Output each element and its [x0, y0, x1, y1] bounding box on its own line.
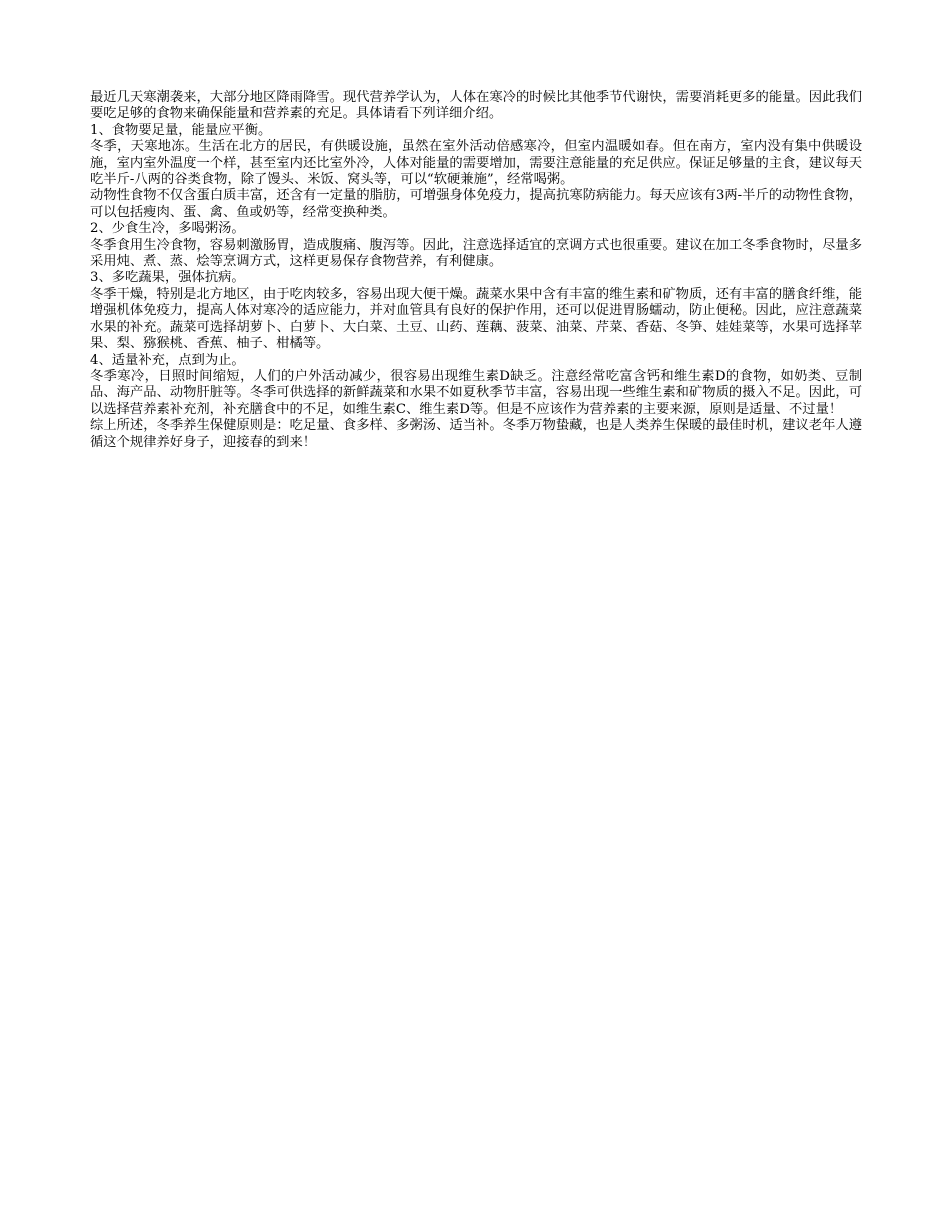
body-paragraph: 冬季食用生冷食物，容易刺激肠胃，造成腹痛、腹泻等。因此，注意选择适宜的烹调方式也很重要。建议在加工冬季食物时，尽量多采用炖、煮、蒸、烩等烹调方式，这样更易保存食物营养，有利健康。: [90, 237, 862, 270]
intro-paragraph: 最近几天寒潮袭来，大部分地区降雨降雪。现代营养学认为，人体在寒冷的时候比其他季节代谢快，需要消耗更多的能量。因此我们要吃足够的食物来确保能量和营养素的充足。具体请看下列详细介绍。: [90, 90, 862, 122]
section-heading-2: 2、少食生冷，多喝粥汤。: [90, 221, 245, 237]
body-paragraph: 冬季干燥，特别是北方地区，由于吃肉较多，容易出现大便干燥。蔬菜水果中含有丰富的维生素和矿物质，还有丰富的膳食纤维，能增强机体免疫力，提高人体对寒冷的适应能力，并对血管具有良好的保护作用，还可以促进胃肠蠕动，防止便秘。因此，应注意蔬菜水果的补充。蔬菜可选择胡萝卜、白萝卜、大白菜、土豆、山药、莲藕、菠菜、油菜、芹菜、香菇、冬笋、娃娃菜等，水果可选择苹果、梨、猕猴桃、香蕉、柚子、柑橘等。: [90, 286, 862, 352]
section-heading-4: 4、适量补充，点到为止。: [90, 352, 245, 368]
body-paragraph: 动物性食物不仅含蛋白质丰富，还含有一定量的脂肪，可增强身体免疫力，提高抗寒防病能力。每天应该有3两-半斤的动物性食物，可以包括瘦肉、蛋、禽、鱼或奶等，经常变换种类。: [90, 188, 862, 220]
section-heading-1: 1、食物要足量，能量应平衡。: [90, 122, 272, 138]
body-paragraph: 冬季寒冷，日照时间缩短，人们的户外活动减少，很容易出现维生素D缺乏。注意经常吃富含钙和维生素D的食物，如奶类、豆制品、海产品、动物肝脏等。冬季可供选择的新鲜蔬菜和水果不如夏秋季节丰富，容易出现一些维生素和矿物质的摄入不足。因此，可以选择营养素补充剂，补充膳食中的不足，如维生素C、维生素D等。但是不应该作为营养素的主要来源，原则是适量、不过量！: [90, 368, 862, 417]
conclusion-paragraph: 综上所述，冬季养生保健原则是：吃足量、食多样、多粥汤、适当补。冬季万物蛰藏，也是人类养生保暖的最佳时机，建议老年人遵循这个规律养好身子，迎接春的到来！: [90, 418, 862, 450]
body-paragraph: 冬季，天寒地冻。生活在北方的居民，有供暖设施，虽然在室外活动倍感寒冷，但室内温暖如春。但在南方，室内没有集中供暖设施，室内室外温度一个样，甚至室内还比室外冷，人体对能量的需要增加，需要注意能量的充足供应。保证足够量的主食，建议每天吃半斤-八两的谷类食物，除了馒头、米饭、窝头等，可以“软硬兼施”，经常喝粥。: [90, 139, 862, 188]
section-heading-3: 3、多吃蔬果，强体抗病。: [90, 270, 245, 286]
document-body: [90, 90, 862, 451]
